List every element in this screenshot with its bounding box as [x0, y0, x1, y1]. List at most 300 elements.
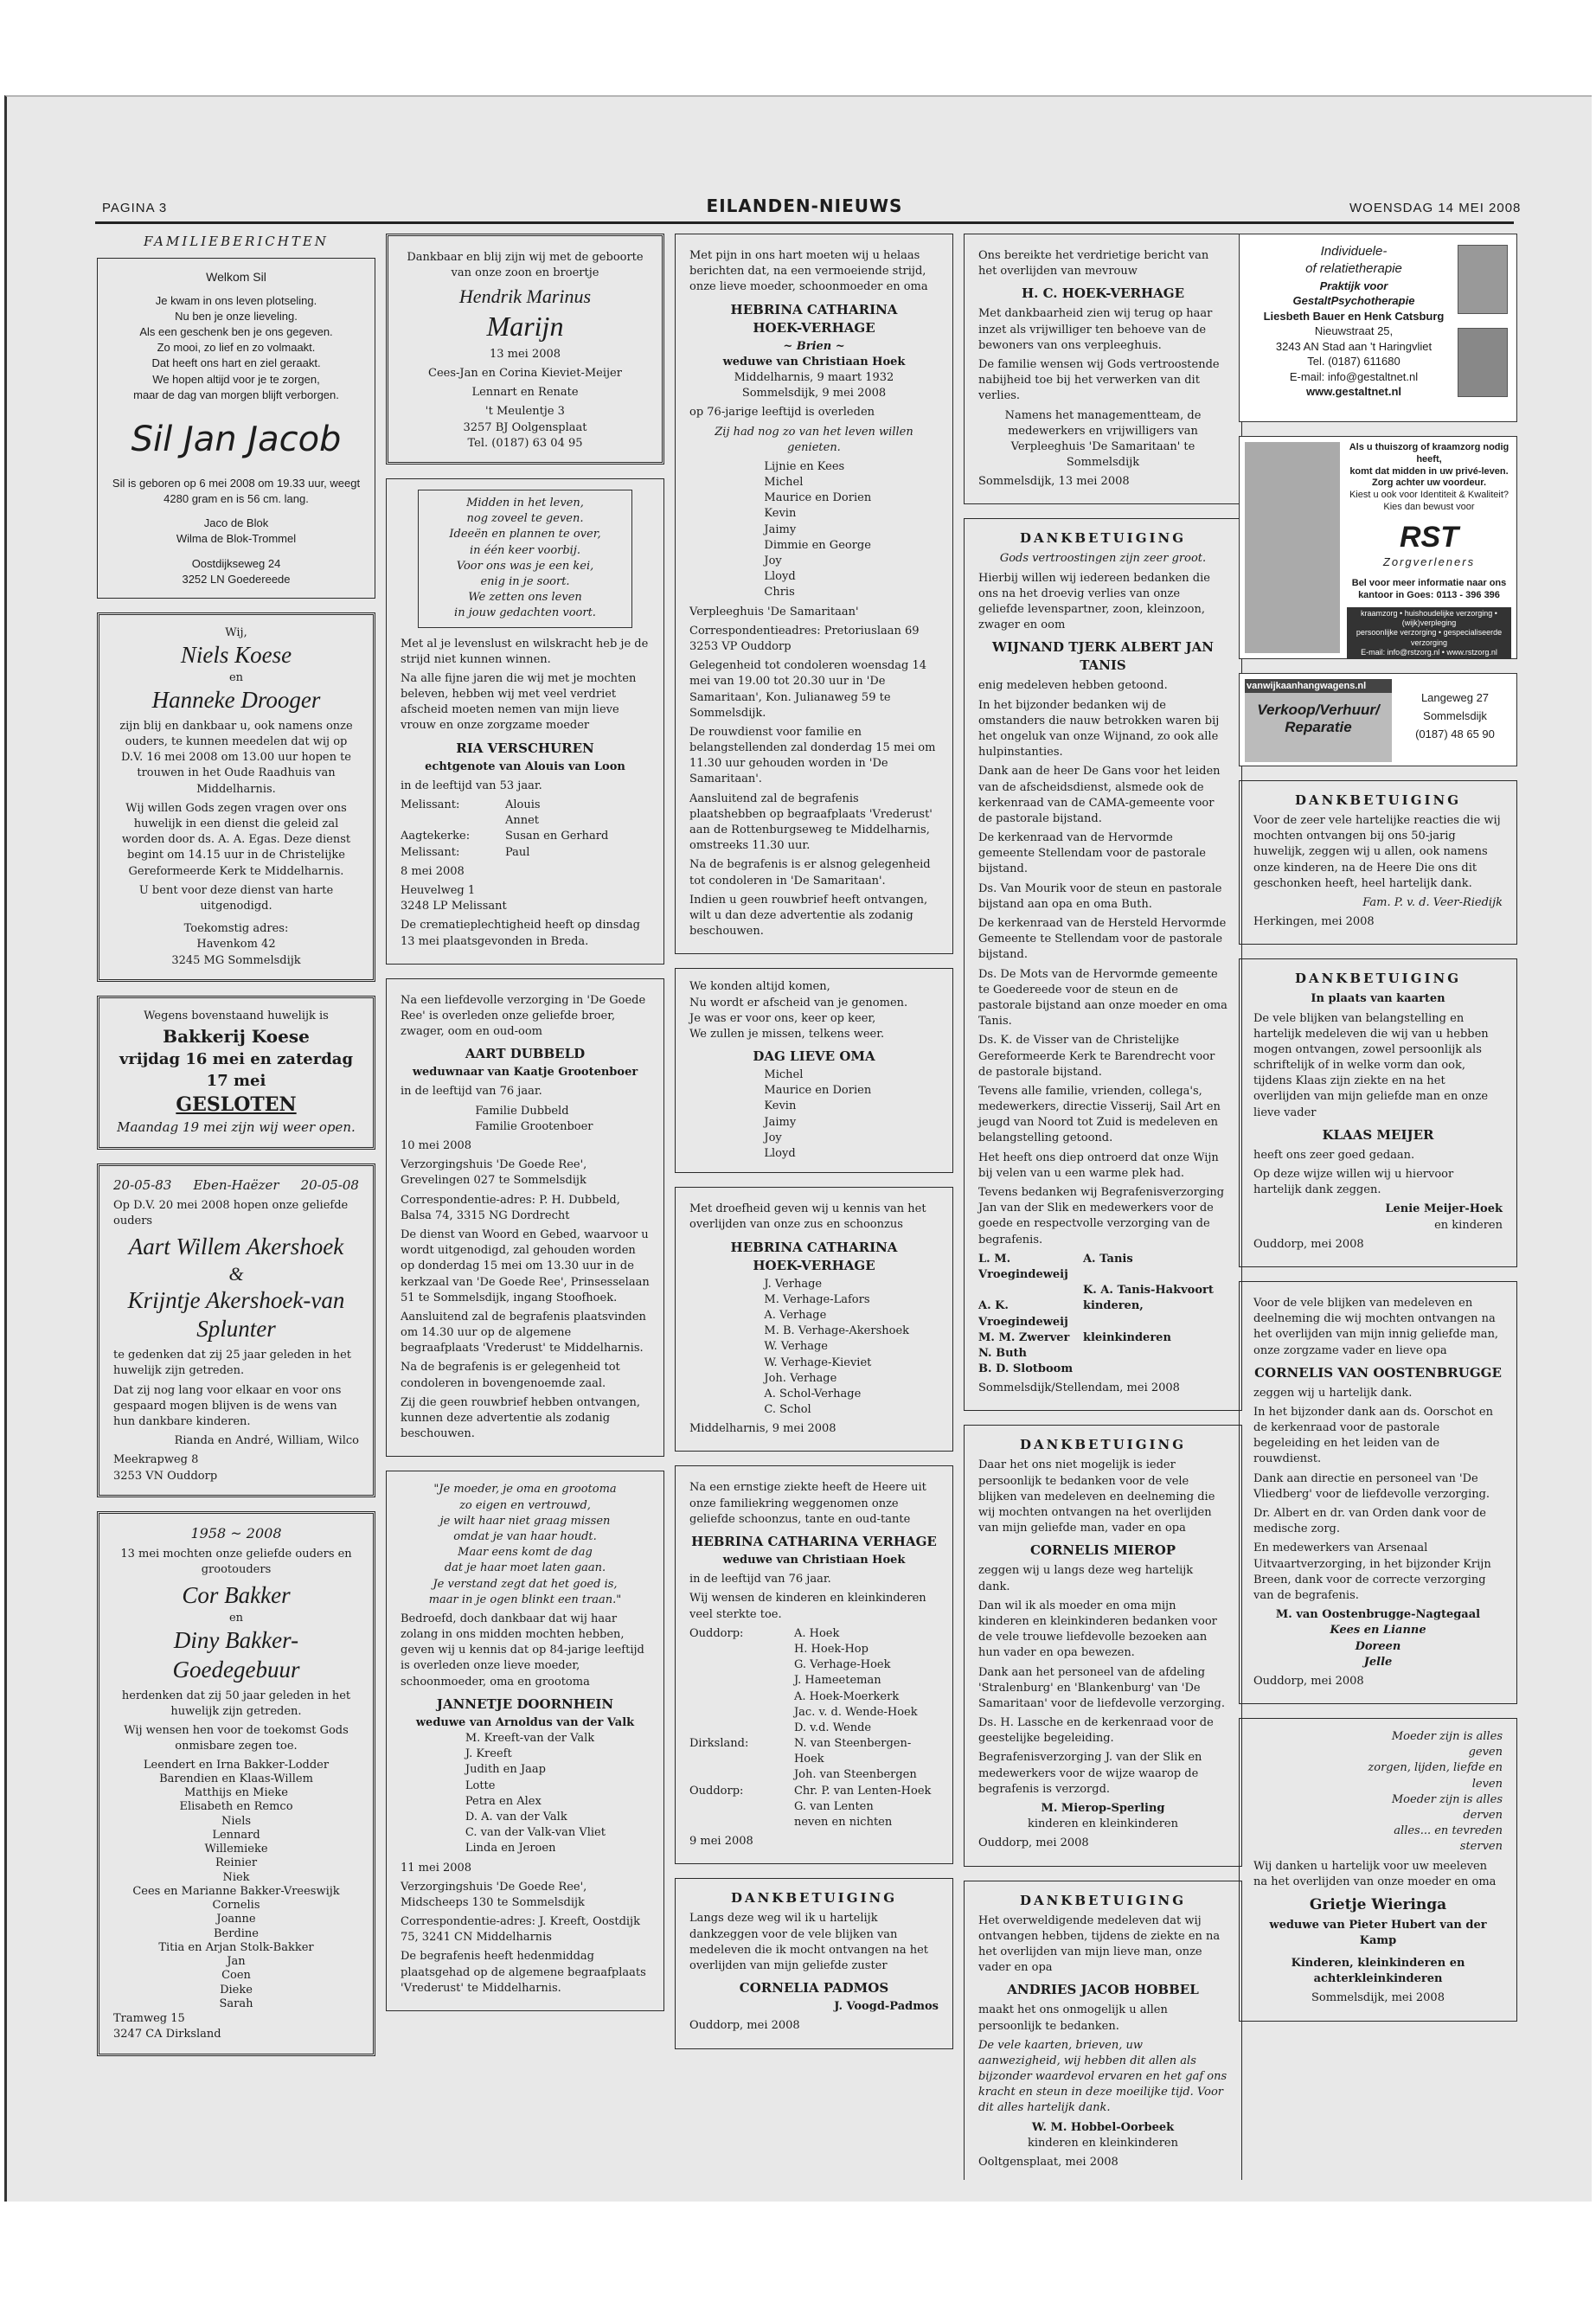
deceased-name: ANDRIES JACOB HOBBEL	[1007, 1982, 1199, 1998]
ad-line: persoonlijke verzorging • gespecialiseerde verzorging	[1356, 628, 1503, 647]
text: Dr. Albert en dr. van Orden dank voor de medische zorg.	[1253, 1507, 1486, 1536]
list-item: Midden in het leven,	[466, 497, 584, 510]
list-item: M. Verhage-Lafors	[764, 1292, 870, 1306]
list-item: Toekomstig adres:	[183, 922, 289, 936]
list-item: Berdine	[213, 1926, 259, 1940]
rst-logo-subtitle: Zorgverleners	[1382, 555, 1476, 568]
therapist-photo	[1458, 328, 1508, 397]
list-item: Je verstand zegt dat het goed is,	[433, 1577, 618, 1591]
header-rule	[95, 221, 1514, 224]
bakery-name: Bakkerij Koese	[163, 1025, 310, 1047]
text: Begrafenisverzorging J. van der Slik en medewerkers voor de wijze waarop de begrafenis is verzorgd.	[978, 1751, 1202, 1796]
poem	[401, 1482, 650, 1608]
row-label	[689, 1815, 794, 1830]
motto: Eben-Haëzer	[193, 1177, 279, 1194]
deceased-name: H. C. HOEK-VERHAGE	[1021, 285, 1185, 302]
text: Hierbij willen wij iedereen bedanken die ons na het droevig verlies van onze geliefde levenspartner, zoon, kleinzoon, zwager en oom	[978, 571, 1210, 632]
list-item: Joanne	[216, 1913, 256, 1926]
list-row	[689, 1657, 939, 1673]
signature-family: kinderen en kleinkinderen	[1028, 1817, 1178, 1831]
text: Het overweldigende medeleven dat wij ontvangen hebben, tijdens de ziekte en na het overlijden van mijn lieve man, onze vader en opa	[978, 1913, 1221, 1975]
list-item: Michel	[764, 476, 804, 490]
text: U bent voor deze dienst van harte uitgenodigd.	[138, 883, 334, 913]
family-list	[689, 1626, 939, 1830]
address	[401, 883, 650, 914]
list-item: Leendert en Irna Bakker-Lodder	[143, 1758, 330, 1772]
text: Met dankbaarheid zien wij terug op haar inzet als vrijwilliger ten behoeve van de bewoners van ons verpleeghuis.	[978, 307, 1213, 352]
deceased-name: CORNELIS MIEROP	[1029, 1542, 1176, 1559]
row-label: B. D. Slotboom	[978, 1362, 1074, 1376]
and: en	[228, 670, 244, 684]
list-item: derven	[1463, 1809, 1503, 1822]
list-item: 3257 BJ Oolgensplaat	[463, 420, 587, 434]
ad-line: www.gestaltnet.nl	[1305, 385, 1402, 399]
deceased-name: CORNELIA PADMOS	[739, 1980, 889, 1997]
signature: M. Mierop-Sperling	[1041, 1802, 1165, 1815]
phone: (0187) 48 65 90	[1415, 727, 1495, 740]
deceased-name: KLAAS MEIJER	[1322, 1126, 1434, 1143]
ad-line: 3243 AN Stad aan 't Haringvliet	[1275, 339, 1433, 353]
list-item: Maurice en Dorien	[764, 491, 872, 505]
list-item: Familie Grootenboer	[475, 1119, 593, 1133]
birth-announcement-marijn	[386, 234, 664, 465]
row-label	[689, 1689, 794, 1705]
trailer-url: vanwijkaanhangwagens.nl	[1245, 679, 1392, 693]
list-item: We zetten ons leven	[468, 591, 582, 605]
deceased-name: WIJNAND TJERK ALBERT JAN TANIS	[992, 639, 1214, 674]
thanks-meijer	[1239, 958, 1517, 1267]
list-item: Lijnie en Kees	[764, 459, 845, 473]
signature: W. M. Hobbel-Oorbeek	[1031, 2120, 1175, 2134]
rst-zorg-ad	[1239, 436, 1517, 659]
list-item: We konden altijd komen,	[689, 980, 830, 994]
start-date: 20-05-83	[113, 1177, 172, 1194]
list-row	[978, 1362, 1227, 1377]
list-item: Middelharnis, 9 maart 1932	[734, 370, 894, 384]
list-item: Cornelis	[212, 1899, 260, 1913]
row-label: Dirksland:	[689, 1737, 749, 1751]
text: Aansluitend zal de begrafenis plaatshebben op begraafplaats 'Vrederust' aan de Rottenburgseweg te Middelharnis, omstreeks 11.30 uur.	[689, 792, 933, 853]
list-item: Maar eens komt de dag	[458, 1546, 593, 1560]
list-item: Petra en Alex	[465, 1794, 542, 1808]
list-item: Judith en Jaap	[465, 1763, 546, 1777]
issue-date: WOENSDAG 14 MEI 2008	[1349, 201, 1522, 215]
closed-days: vrijdag 16 mei en zaterdag 17 mei	[119, 1049, 354, 1091]
text: De kerkenraad van de Hersteld Hervormde Gemeente te Stellendam voor de pastorale bijstand.	[978, 917, 1227, 962]
list-item: sterven	[1459, 1840, 1503, 1854]
ad-line: kantoor in Goes: 0113 - 396 396	[1358, 590, 1500, 600]
thanks-tanis	[964, 518, 1242, 1411]
wife-name: Diny Bakker-Goedegebuur	[172, 1627, 300, 1683]
list-item: Zo mooi, zo lief en zo volmaakt.	[157, 341, 316, 355]
signature-family: en kinderen	[1434, 1218, 1503, 1232]
list-item: Familie Dubbeld	[475, 1104, 569, 1118]
heading: DANKBETUIGING	[1019, 530, 1187, 547]
text: Met pijn in ons hart moeten wij u helaas berichten dat, na een vermoeiende strijd, onze lieve moeder, schoonmoeder en oma	[689, 249, 928, 294]
obituary-hoek-verhage-siblings	[675, 1187, 953, 1452]
birth-date: 13 mei 2008	[489, 347, 561, 361]
text: Tevens alle familie, vrienden, collega's, medewerkers, directie Visserij, Sail Art en jeugd van Noord tot Zuid is medeleven en belangstelling getoond.	[978, 1084, 1221, 1145]
text: Wij willen Gods zegen vragen over ons huwelijk in een dienst die geleid zal worden door ds. A. A. Egas. Deze dienst begint om 14.15 uur in de Christelijke Gereformeerde Kerk te Middelharnis.	[121, 801, 351, 878]
list-item: Joy	[764, 554, 782, 567]
list-item: Kees en Lianne	[1330, 1624, 1426, 1638]
list-item: alles... en tevreden	[1394, 1824, 1503, 1838]
list-item: Meekrapweg 8	[113, 1453, 199, 1467]
list-item: We hopen altijd voor je te zorgen,	[152, 372, 320, 386]
ad-line: E-mail: info@gestaltnet.nl	[1289, 369, 1419, 383]
subheading: Gods vertroostingen zijn zeer groot.	[999, 552, 1207, 566]
text: Dank aan de heer De Gans voor het leiden van de afscheidsdienst, alsmede ook de kerkenraad van de CAMA-gemeente voor de pastorale bijstand.	[978, 765, 1221, 825]
closed-label: GESLOTEN	[176, 1093, 297, 1117]
list-item: dat je haar moet laten gaan.	[444, 1561, 606, 1575]
deceased-spouse: weduwe van Christiaan Hoek	[722, 355, 906, 369]
deceased-spouse: weduwe van Pieter Hubert van der Kamp	[1269, 1918, 1487, 1947]
text: De vele kaarten, brieven, uw aanwezigheid, wij hebben dit allen als bijzonder waardevol ervaren en het gaf ons kracht en steun in deze moeilijke tijd. Voor dit alles hartelijk dank.	[978, 2038, 1227, 2115]
date: Ouddorp, mei 2008	[978, 1836, 1089, 1850]
ad-line: E-mail: info@rstzorg.nl • www.rstzorg.nl	[1361, 647, 1497, 657]
poem	[689, 979, 939, 1042]
signature: M. van Oostenbrugge-Nagtegaal	[1275, 1608, 1481, 1622]
date: Sommelsdijk, mei 2008	[1311, 1991, 1445, 2005]
anniversary-akershoek	[97, 1163, 375, 1497]
text: Dan wil ik als moeder en oma mijn kinderen en kleinkinderen bedanken voor de vele trouwe liefdevolle bezoeken aan hun vader en opa bewezen.	[978, 1599, 1217, 1660]
deceased-name: HEBRINA CATHARINA	[730, 1239, 898, 1255]
row-value: Joh. van Steenbergen	[793, 1768, 917, 1782]
end-date: 20-05-08	[300, 1177, 359, 1194]
row-label: N. Buth	[978, 1346, 1027, 1360]
poem	[1253, 1729, 1503, 1856]
list-item: Joy	[764, 1131, 782, 1144]
row-label	[689, 1642, 794, 1657]
date: Ooltgensplaat, mei 2008	[978, 2156, 1118, 2169]
list-item: Elisabeth en Remco	[179, 1800, 293, 1814]
text: Ds. K. de Visser van de Christelijke Gereformeerde Kerk te Barendrecht voor de pastorale bijstand.	[978, 1034, 1215, 1079]
list-row	[689, 1815, 939, 1830]
deceased-surname: HOEK-VERHAGE	[753, 319, 875, 336]
list-item: C. Schol	[764, 1403, 811, 1417]
trailer-photo	[1245, 679, 1392, 762]
text: Na de begrafenis is er alsnog gelegenheid tot condoleren in 'De Samaritaan'.	[689, 858, 931, 888]
text: Indien u geen rouwbrief heeft ontvangen, wilt u dan deze advertentie als zodanig beschouwen.	[689, 893, 928, 939]
bride-name: Hanneke Drooger	[151, 687, 321, 714]
text: zeggen wij u hartelijk dank.	[1253, 1386, 1413, 1400]
date: Herkingen, mei 2008	[1253, 915, 1375, 929]
row-value: K. A. Tanis-Hakvoort	[1082, 1284, 1214, 1298]
list-item: Reinier	[215, 1856, 258, 1870]
address: Langeweg 27	[1420, 691, 1490, 704]
grandchildren	[689, 1067, 939, 1162]
row-label	[689, 1673, 794, 1689]
list-item: Je was er voor ons, keer op keer,	[689, 1011, 876, 1025]
date: Ouddorp, mei 2008	[1253, 1237, 1364, 1251]
text: Ons bereikte het verdrietige bericht van het overlijden van mevrouw	[978, 249, 1209, 279]
deceased-name: JANNETJE DOORNHEIN	[436, 1695, 614, 1712]
list-row	[689, 1689, 939, 1705]
children: Rianda en André, William, Wilco	[174, 1434, 359, 1448]
ad-line: Kies dan bewust voor	[1383, 501, 1475, 512]
list-item: Barendien en Klaas-Willem	[159, 1772, 313, 1785]
heading: DANKBETUIGING	[1294, 971, 1462, 987]
text: Verzorgingshuis 'De Goede Ree', Grevelingen 027 te Sommelsdijk	[401, 1158, 587, 1188]
list-item: Kevin	[764, 1099, 797, 1113]
date: Ouddorp, mei 2008	[689, 2019, 800, 2033]
list-item: Sarah	[219, 1997, 253, 2010]
row-label	[689, 1705, 794, 1721]
farewell-oma	[675, 968, 953, 1173]
row-value: Susan en Gerhard	[504, 830, 609, 843]
ad-line: of relatietherapie	[1305, 261, 1402, 277]
row-label	[689, 1657, 794, 1673]
ad-line: kraamzorg • huishoudelijke verzorging • (wijk)verpleging	[1361, 608, 1497, 627]
ad-line: Bel voor meer informatie naar ons	[1351, 578, 1507, 589]
date: 11 mei 2008	[401, 1861, 472, 1875]
list-item: Tramweg 15	[113, 2012, 185, 2026]
family-list	[689, 1277, 939, 1419]
list-item: Oostdijkseweg 24	[191, 556, 281, 570]
family-list	[689, 459, 939, 601]
address	[113, 1452, 359, 1484]
list-item: 't Meulentje 3	[485, 405, 565, 419]
text: Zij die geen rouwbrief hebben ontvangen, kunnen deze advertentie als zodanig beschouwen.	[401, 1395, 641, 1441]
list-item: Jan	[227, 1955, 246, 1969]
list-item: Dimmie en George	[764, 538, 871, 552]
address	[402, 404, 648, 452]
text: In het bijzonder dank aan ds. Oorschot en de kerkenraad voor de pastorale begeleiding en het leiden van de rouwdienst.	[1253, 1405, 1493, 1466]
text: De familie wensen wij Gods vertroostende nabijheid toe bij het verwerken van dit verlies.	[978, 357, 1220, 403]
text: Langs deze weg wil ik u hartelijk dankzeggen voor de vele blijken van medeleven die ik mocht ontvangen na het overlijden van mijn geliefde zuster	[689, 1912, 929, 1972]
deceased-name: Grietje Wieringa	[1309, 1895, 1447, 1913]
list-item: We zullen je missen, telkens weer.	[689, 1027, 885, 1041]
text: Na alle fijne jaren die wij met je mochten beleven, hebben wij met veel verdriet afscheid moeten nemen van mijn lieve vrouw en onze zorgzame moeder	[401, 671, 637, 733]
row-value: H. Hoek-Hop	[793, 1642, 869, 1656]
family-list	[401, 1731, 650, 1857]
groom-name: Niels Koese	[180, 642, 292, 669]
list-item: Michel	[764, 1068, 804, 1082]
obituary-dubbeld	[386, 978, 664, 1458]
list-item: A. Schol-Verhage	[764, 1387, 862, 1400]
list-item: nog zoveel te geven.	[466, 512, 584, 526]
parents: Cees-Jan en Corina Kieviet-Meijer	[428, 367, 622, 381]
dates	[689, 370, 939, 401]
list-item: Lotte	[465, 1779, 496, 1792]
bakery-closed-notice	[97, 996, 375, 1150]
text: Met al je levenslust en wilskracht heb je de strijd niet kunnen winnen.	[401, 637, 649, 666]
list-item: in één keer voorbij.	[469, 543, 581, 557]
section-title: FAMILIEBERICHTEN	[144, 234, 329, 249]
row-label: Melissant:	[401, 798, 460, 811]
row-value: Annet	[504, 814, 540, 828]
text: Op deze wijze willen wij u hiervoor hartelijk dank zeggen.	[1253, 1168, 1454, 1197]
location: Verpleeghuis 'De Samaritaan'	[689, 605, 859, 619]
siblings: Lennart en Renate	[471, 386, 579, 400]
thanks-wieringa	[1239, 1718, 1517, 2022]
anniversary-bakker	[97, 1511, 375, 2056]
list-row	[689, 1705, 939, 1721]
thanks-hobbel	[964, 1881, 1242, 2180]
column-1	[97, 234, 375, 2180]
ad-line: Tel. (0187) 611680	[1307, 355, 1401, 369]
deceased-name: CORNELIS VAN OOSTENBRUGGE	[1254, 1364, 1502, 1381]
list-item: Niek	[222, 1870, 250, 1884]
date-line	[113, 1176, 359, 1195]
text: Wij wensen hen voor de toekomst Gods onmisbare zegen toe.	[124, 1724, 349, 1753]
family: Kinderen, kleinkinderen en achterkleinkinderen	[1291, 1957, 1465, 1986]
list-item: 3252 LN Goedereede	[182, 572, 291, 586]
list-row	[689, 1799, 939, 1815]
row-value: D. v.d. Wende	[793, 1721, 872, 1734]
thanks-veer-riedijk	[1239, 780, 1517, 945]
family-list	[401, 1104, 650, 1135]
thanks-mierop	[964, 1425, 1242, 1866]
list-item: Matthijs en Mieke	[184, 1786, 288, 1800]
obituary-doornhein	[386, 1471, 664, 2011]
list-item: Doreen	[1355, 1639, 1401, 1653]
list-item: 3247 CA Dirksland	[113, 2028, 221, 2041]
text: Met droefheid geven wij u kennis van het overlijden van onze zus en schoonzus	[689, 1202, 926, 1232]
address	[112, 556, 361, 587]
deceased-spouse: echtgenote van Alouis van Loon	[425, 760, 625, 773]
list-item: "Je moeder, je oma en grootoma	[433, 1483, 617, 1497]
list-item: C. van der Valk-van Vliet	[465, 1826, 606, 1840]
list-item: Lloyd	[764, 570, 796, 584]
subheading: In plaats van kaarten	[1311, 992, 1445, 1006]
signature: J. Voogd-Padmos	[834, 2000, 939, 2014]
text: enig medeleven hebben getoond.	[978, 679, 1168, 693]
age: in de leeftijd van 76 jaar.	[689, 1573, 831, 1586]
list-item: Lloyd	[764, 1147, 796, 1160]
text: Ds. Van Mourik voor de steun en pastorale bijstand aan opa en oma Buth.	[978, 881, 1222, 911]
list-item: Dieke	[220, 1983, 253, 1997]
list-item: omdat je van haar houdt.	[453, 1529, 597, 1543]
heading: DANKBETUIGING	[1019, 1437, 1187, 1453]
trailer-ad	[1239, 673, 1517, 766]
text: Ds. De Mots van de Hervormde gemeente te Goedereede voor de steun en de pastorale bijstand aan onze moeder en oma Tanis.	[978, 967, 1227, 1029]
text: maakt het ons onmogelijk u allen persoonlijk te bedanken.	[978, 2003, 1168, 2033]
list-item: M. B. Verhage-Akershoek	[764, 1324, 910, 1338]
deceased-spouse: weduwe van Arnoldus van der Valk	[415, 1715, 635, 1729]
ad-line: komt dat midden in uw privé-leven.	[1349, 465, 1509, 477]
list-item: Jaco de Blok	[203, 516, 269, 530]
text: De begrafenis heeft hedenmiddag plaatsgehad op de algemene begraafplaats 'Vrederust' te Middelharnis.	[401, 1950, 646, 1995]
row-value: Chr. P. van Lenten-Hoek	[793, 1784, 932, 1798]
list-item: J. Kreeft	[465, 1747, 512, 1761]
date: Sommelsdijk, 13 mei 2008	[978, 475, 1130, 489]
text: Correspondentie-adres: P. H. Dubbeld, Balsa 74, 3315 NG Dordrecht	[401, 1193, 620, 1222]
list-item: Chris	[764, 586, 795, 599]
row-label	[978, 1283, 1083, 1298]
list-item: Moeder zijn is alles	[1391, 1730, 1503, 1744]
age: in de leeftijd van 53 jaar.	[401, 779, 542, 792]
list-item: Willemieke	[204, 1843, 268, 1856]
full-name: Hendrik Marinus	[458, 285, 592, 308]
text: Na een liefdevolle verzorging in 'De Goede Ree' is overleden onze geliefde broer, zwager, oom en oud-oom	[401, 993, 646, 1039]
farewell-title: DAG LIEVE OMA	[753, 1048, 875, 1065]
column-5	[1239, 234, 1517, 2180]
text: Dank aan directie en personeel van 'De Vliedberg' voor de liefdevolle verzorging.	[1253, 1471, 1490, 1501]
quote: Zij had nog zo van het leven willen genieten.	[715, 425, 913, 454]
list-row	[978, 1330, 1227, 1346]
ad-line: Zorg achter uw voordeur.	[1371, 478, 1487, 489]
row-value: J. Hameeteman	[793, 1674, 881, 1688]
wedding-announcement-koese	[97, 612, 375, 982]
ad-line: Reparatie	[1285, 719, 1352, 735]
list-item: je wilt haar niet graag missen	[439, 1514, 611, 1528]
ad-line: Individuele-	[1320, 244, 1388, 259]
thanks-padmos	[675, 1878, 953, 2048]
list-row	[401, 798, 650, 813]
welcome-poem	[112, 293, 361, 403]
list-item: J. Verhage	[764, 1277, 823, 1291]
text: Daar het ons niet mogelijk is ieder persoonlijk te bedanken voor de vele blijken van medeleven en deelneming die wij mochten ontvangen na het overlijden van mijn geliefde man, vader en opa	[978, 1458, 1215, 1535]
list-item: Maurice en Dorien	[764, 1084, 872, 1098]
text: En medewerkers van Arsenaal Uitvaartverzorging, in het bijzonder Krijn Breen, dank voor de correcte verzorging van de begrafenis.	[1253, 1541, 1491, 1602]
list-item: Jaimy	[764, 1115, 797, 1129]
row-value: A. Hoek	[793, 1626, 840, 1640]
list-item: Havenkom 42	[196, 938, 276, 952]
husband-name: Aart Willem Akershoek	[128, 1234, 344, 1260]
row-label: L. M. Vroegindeweij	[978, 1252, 1068, 1281]
text: heeft ons zeer goed gedaan.	[1253, 1148, 1415, 1162]
baby-name: Sil Jan Jacob	[131, 419, 342, 459]
signature: Fam. P. v. d. Veer-Riedijk	[1362, 895, 1503, 909]
list-item: Linda en Jeroen	[465, 1842, 556, 1856]
thanks-oostenbrugge	[1239, 1281, 1517, 1704]
therapist-photo	[1458, 245, 1508, 314]
row-value: neven en nichten	[793, 1816, 893, 1829]
date: Sommelsdijk/Stellendam, mei 2008	[978, 1381, 1180, 1395]
date: Middelharnis, 9 mei 2008	[689, 1422, 836, 1436]
text: Wij wensen de kinderen en kleinkinderen veel sterkte toe.	[689, 1592, 926, 1621]
masthead: EILANDEN-NIEUWS	[706, 195, 903, 216]
list-row	[689, 1736, 939, 1767]
text: De rouwdienst voor familie en belangstellenden zal donderdag 15 mei om 11.30 uur gehouden worden in 'De Samaritaan'.	[689, 725, 936, 786]
row-value: N. van Steenbergen-Hoek	[793, 1737, 912, 1766]
deceased-spouse: weduwe van Christiaan Hoek	[722, 1554, 906, 1567]
list-item: maar in je ogen blinkt een traan."	[428, 1593, 622, 1606]
years: 1958 ~ 2008	[190, 1524, 282, 1541]
list-item: leven	[1471, 1777, 1503, 1791]
list-item: Lennard	[212, 1828, 260, 1842]
deceased-surname: HOEK-VERHAGE	[753, 1257, 875, 1273]
list-item: Niels	[221, 1814, 252, 1828]
nickname: ~ Brien ~	[783, 339, 845, 353]
list-item: 3253 VN Ouddorp	[113, 1469, 218, 1483]
list-item: Voor ons was je een kei,	[456, 559, 594, 573]
list-item: Titia en Arjan Stolk-Bakker	[158, 1940, 314, 1954]
intro: Wij,	[225, 626, 247, 640]
poem	[418, 490, 632, 628]
text: zeggen wij u langs deze weg hartelijk dank.	[978, 1564, 1194, 1593]
text: Dankbaar en blij zijn wij met de geboorte van onze zoon en broertje	[407, 251, 644, 280]
age: in de leeftijd van 76 jaar.	[401, 1085, 542, 1099]
list-item: Als een geschenk ben je ons gegeven.	[139, 324, 333, 338]
row-value	[1083, 1346, 1227, 1362]
list-item: A. Verhage	[764, 1308, 827, 1322]
list-item: 3248 LP Melissant	[401, 900, 507, 913]
list-item: Tel. (0187) 63 04 95	[467, 436, 583, 450]
ampersand: &	[228, 1263, 244, 1285]
text: Tevens bedanken wij Begrafenisverzorging Jan van der Slik en medewerkers voor de goede en respectvolle verzorging van de begrafenis.	[978, 1186, 1225, 1247]
row-value: A. Tanis	[1082, 1252, 1133, 1266]
row-label: Aagtekerke:	[401, 830, 471, 843]
family-list	[401, 798, 650, 861]
list-row	[689, 1721, 939, 1736]
text: Dat zij nog lang voor elkaar en voor ons gespaard mogen blijven is de wens van hun dankbare kinderen.	[113, 1383, 342, 1428]
row-value: Alouis	[504, 798, 541, 811]
list-item: zorgen, lijden, liefde en	[1368, 1761, 1503, 1775]
row-value: G. van Lenten	[793, 1799, 874, 1813]
family-list	[113, 1759, 359, 2012]
